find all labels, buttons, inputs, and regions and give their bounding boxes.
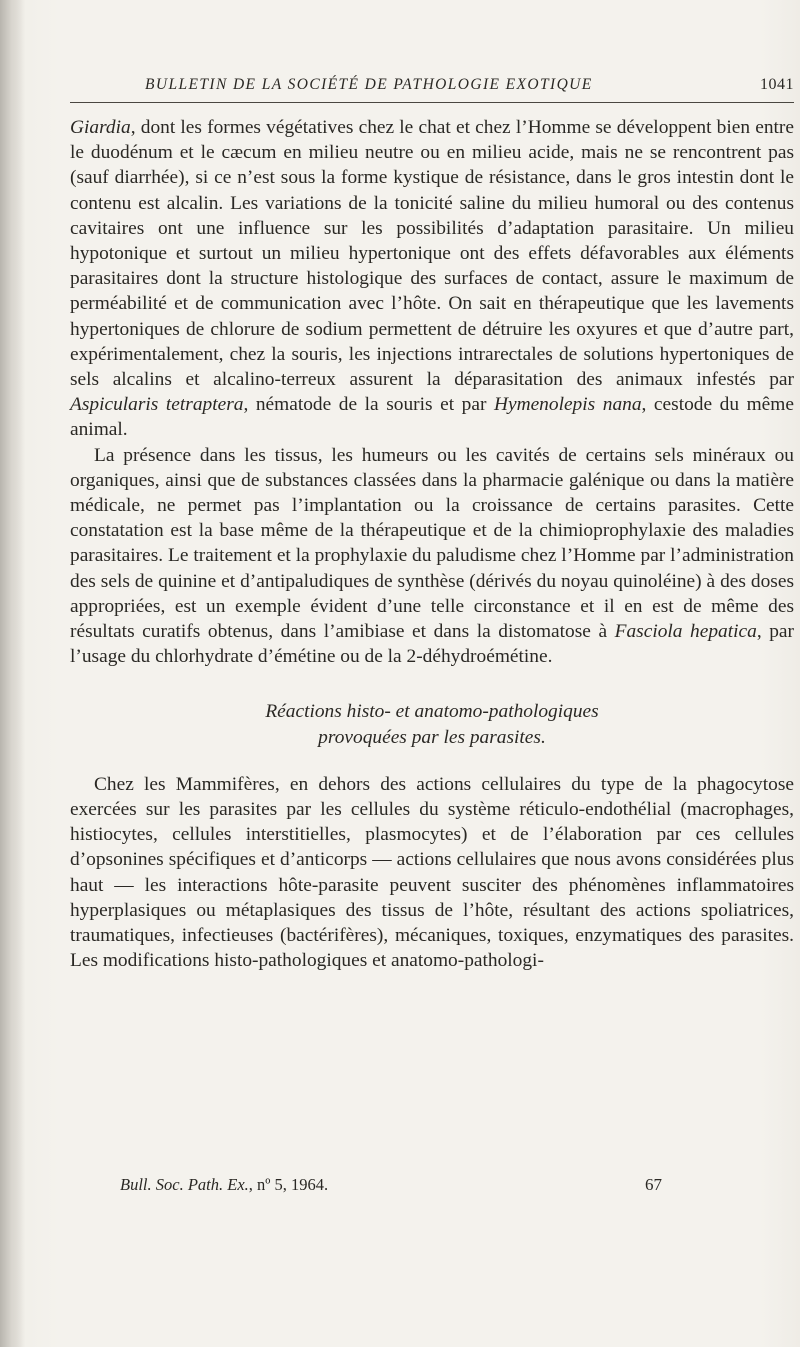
running-head bbox=[70, 72, 794, 102]
body-text bbox=[70, 115, 794, 974]
page-footer bbox=[120, 1175, 670, 1205]
text-run: Chez les Mammifères, en dehors des actions cellulaires du type de la phagocytose exercées sur les parasites par les cellules du système réticulo-endothélial (macrophages, histiocytes, cellules interstitielles, plasmocytes) et de l’élaboration par ces cellules d’opsonines spécifiques et d’anticorps — actions cellulaires que nous avons considérées plus haut — les interactions hôte-parasite peuvent susciter des phénomènes inflammatoires hyperplasiques ou métaplasiques des tissus de l’hôte, résultant des actions spoliatrices, traumatiques, infectieuses (bactérifères), mécaniques, toxiques, enzymatiques des parasites. Les modifications histo-pathologiques et anatomo-pathologi- bbox=[70, 773, 794, 972]
footer-citation bbox=[120, 1175, 328, 1195]
section-heading bbox=[70, 699, 794, 749]
paragraph bbox=[70, 443, 794, 670]
header-rule bbox=[70, 102, 794, 103]
text-run: , cestode du même animal. bbox=[70, 394, 794, 441]
section-heading-line: Réactions histo- et anatomo-pathologiques bbox=[265, 701, 599, 723]
italic-term: Hymenolepis nana bbox=[493, 394, 642, 416]
italic-term: Fasciola hepatica bbox=[614, 621, 757, 643]
italic-term: Giardia bbox=[70, 117, 131, 138]
binding-shadow bbox=[0, 0, 24, 1347]
paragraph bbox=[70, 115, 794, 443]
text-run: , par l’usage du chlorhydrate d’émétine ou de la 2-déhydroémétine. bbox=[70, 621, 794, 668]
text-run: , nématode de la souris et par bbox=[243, 394, 494, 416]
paragraph bbox=[70, 772, 794, 974]
text-run: La présence dans les tissus, les humeurs ou les cavités de certains sels minéraux ou organiques, ainsi que de substances classées dans la pharmacie galénique ou dans la matière médicale, ne permet pas l’implantation ou la croissance de certains parasites. Cette constatation est la base même de la thérapeutique et de la chimioprophylaxie des maladies parasitaires. Le traitement et la prophylaxie du paludisme chez l’Homme par l’administration des sels de quinine et d’antipaludiques de synthèse (dérivés du noyau quinoléine) à des doses appropriées, est un exemple évident d’une telle circonstance et il en est de même des résultats curatifs obtenus, dans l’amibiase et dans la distomatose à bbox=[70, 444, 794, 643]
footer-issue: , nº 5, 1964. bbox=[248, 1175, 329, 1194]
running-title: BULLETIN DE LA SOCIÉTÉ DE PATHOLOGIE EXOTIQUE bbox=[145, 76, 593, 93]
footer-journal: Bull. Soc. Path. Ex. bbox=[120, 1175, 249, 1194]
page-number: 1041 bbox=[760, 76, 794, 93]
italic-term: Aspicularis tetraptera bbox=[70, 394, 244, 416]
section-heading-line: provoquées par les parasites. bbox=[318, 726, 546, 748]
signature-mark: 67 bbox=[645, 1175, 662, 1194]
text-run: , dont les formes végétatives chez le chat et chez l’Homme se développent bien entre le duodénum et le cæcum en milieu neutre ou en milieu acide, mais ne se rencontrent pas (sauf diarrhée), si ce n’est sous la forme kystique de résistance, dans le gros intestin dont le contenu est alcalin. Les variations de la tonicité saline du milieu humoral ou des contenus cavitaires ont une influence sur les possibilités d’adaptation parasitaire. Un milieu hypotonique et surtout un milieu hypertonique ont des effets défavorables aux éléments parasitaires dont la structure histologique des surfaces de contact, assure le maximum de perméabilité et de communication avec l’hôte. On sait en thérapeutique que les lavements hypertoniques de chlorure de sodium permettent de détruire les oxyures et que d’autre part, expérimentalement, chez la souris, les injections intrarectales de solutions hypertoniques de sels alcalins et alcalino-terreux assurent la déparasitation des animaux infestés par bbox=[70, 117, 794, 391]
